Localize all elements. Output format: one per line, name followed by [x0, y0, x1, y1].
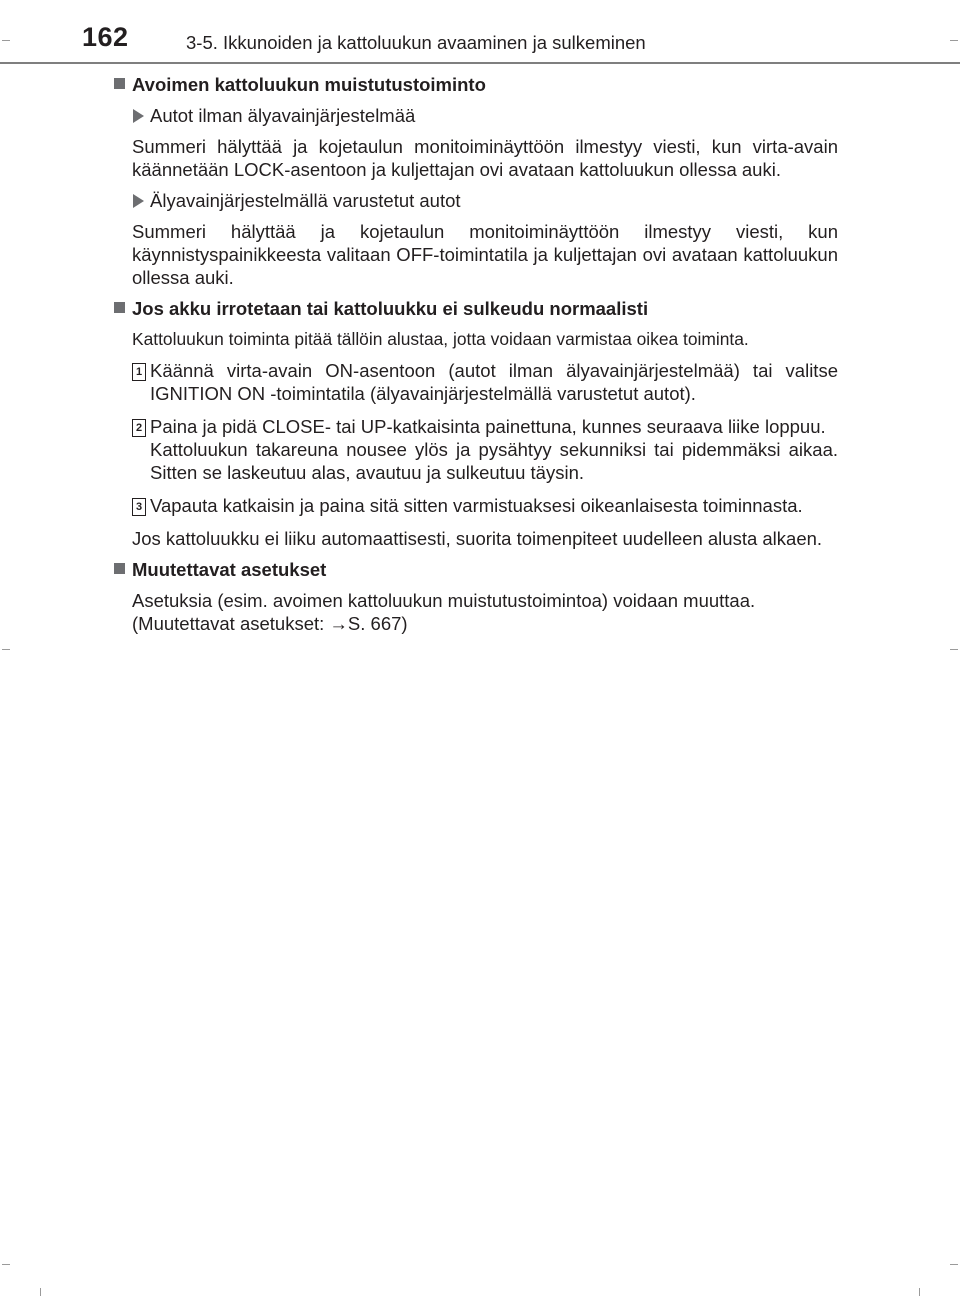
section-heading — [114, 558, 838, 581]
subsection-heading-text: Autot ilman älyavainjärjestelmää — [150, 105, 416, 126]
square-bullet-icon — [114, 78, 125, 89]
section-heading-text: Avoimen kattoluukun muistutustoiminto — [132, 74, 486, 95]
subsection-heading-text: Älyavainjärjestelmällä varustetut autot — [150, 190, 461, 211]
step-text: Käännä virta-avain ON-asentoon (autot ilman älyavainjärjestelmää) tai valitse IGNITION ON -toimintatila (älyavainjärjestelmällä varustetut autot). — [150, 360, 838, 404]
step-item — [132, 415, 838, 484]
square-bullet-icon — [114, 563, 125, 574]
crop-mark — [919, 1288, 920, 1296]
step-text: Paina ja pidä CLOSE- tai UP-katkaisinta painettuna, kunnes seuraava liike loppuu. — [150, 416, 826, 437]
page-content — [114, 73, 838, 643]
crop-mark — [40, 1288, 41, 1296]
step-item — [132, 494, 838, 517]
paragraph: Summeri hälyttää ja kojetaulun monitoiminäyttöön ilmestyy viesti, kun käynnistyspainikkeesta valitaan OFF-toimintatila ja kuljettajan ovi avataan kattoluukun ollessa auki. — [132, 221, 838, 288]
crop-mark — [950, 649, 958, 650]
crop-mark — [950, 1264, 958, 1265]
cross-reference: (Muutettavat asetukset: →S. 667) — [132, 613, 408, 634]
section-heading-text: Muutettavat asetukset — [132, 559, 327, 580]
page-number: 162 — [82, 22, 129, 52]
square-bullet-icon — [114, 302, 125, 313]
step-number: 1 — [132, 363, 146, 381]
paragraph: Summeri hälyttää ja kojetaulun monitoiminäyttöön ilmestyy viesti, kun virta-avain käännetään LOCK-asentoon ja kuljettajan ovi avataan kattoluukun ollessa auki. — [132, 136, 838, 180]
subsection-heading — [132, 189, 838, 212]
paragraph: Asetuksia (esim. avoimen kattoluukun muistutustoimintoa) voidaan muuttaa. — [132, 590, 756, 611]
crop-mark — [950, 40, 958, 41]
triangle-bullet-icon — [133, 109, 144, 123]
header-rule — [0, 62, 960, 64]
section-heading — [114, 297, 838, 320]
step-number: 2 — [132, 419, 146, 437]
subsection-heading — [132, 104, 838, 127]
page-header — [0, 0, 960, 64]
step-text-detail: Kattoluukun takareuna nousee ylös ja pysähtyy sekunniksi tai pidemmäksi aikaa. Sitten se laskeutuu alas, avautuu ja sulkeutuu täysin. — [150, 439, 838, 483]
step-number: 3 — [132, 498, 146, 516]
section-heading-text: Jos akku irrotetaan tai kattoluukku ei sulkeudu normaalisti — [132, 298, 649, 319]
crop-mark — [2, 40, 10, 41]
step-item — [132, 359, 838, 405]
paragraph: Kattoluukun toiminta pitää tällöin alustaa, jotta voidaan varmistaa oikea toiminta. — [132, 329, 749, 349]
triangle-bullet-icon — [133, 194, 144, 208]
crop-mark — [2, 649, 10, 650]
paragraph: Jos kattoluukku ei liiku automaattisesti, suorita toimenpiteet uudelleen alusta alkaen. — [132, 528, 823, 549]
crop-mark — [2, 1264, 10, 1265]
section-heading — [114, 73, 838, 96]
step-text: Vapauta katkaisin ja paina sitä sitten varmistuaksesi oikeanlaisesta toiminnasta. — [150, 495, 803, 516]
section-header-title: 3-5. Ikkunoiden ja kattoluukun avaaminen ja sulkeminen — [186, 32, 646, 53]
